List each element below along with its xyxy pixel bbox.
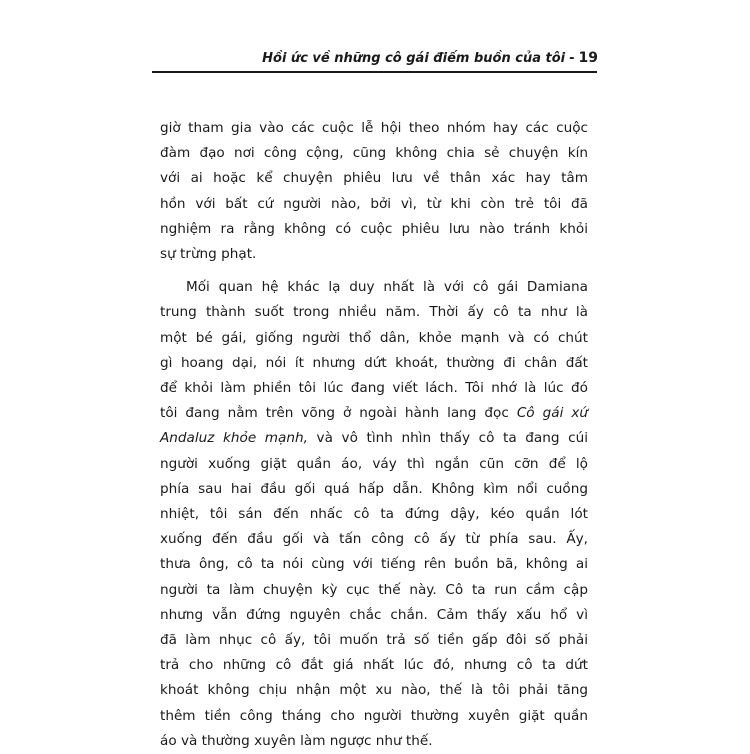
text-line: hồn với bất cứ người nào, bởi vì, từ khi còn trẻ tôi đã [160,195,588,212]
text-line: khoát không chịu nhận một xu nào, thế là tôi phải tăng [160,682,588,699]
header-separator: - [569,51,575,66]
running-title: Hồi ức về những cô gái điếm buồn của tôi [262,51,566,66]
text-line: đã làm nhục cô ấy, tôi muốn trả số tiền gấp đôi số phải [160,632,588,649]
page-number: 19 [578,50,598,66]
text-segment: và vô tình nhìn thấy cô ta đang cúi [307,430,588,447]
body-text [160,116,588,754]
text-line: người xuống giặt quần áo, váy thì ngắn cũn cỡn để lộ [160,455,588,472]
text-line: trả cho những cô đắt giá nhất lúc đó, nhưng cô ta dứt [160,657,588,674]
text-line: để khỏi làm phiền tôi lúc đang viết lách. Tôi nhớ là lúc đó [160,380,588,397]
book-title-italic: Cô gái xứ [516,405,588,422]
text-line-with-italic [160,426,588,451]
text-line: giờ tham gia vào các cuộc lễ hội theo nhóm hay các cuộc [160,120,588,136]
book-title-italic: Andaluz khỏe mạnh, [160,430,308,447]
text-line: nhưng vẫn đứng nguyên chắc chắn. Cảm thấy xấu hổ vì [160,606,588,623]
running-header [262,50,598,66]
text-segment: tôi đang nằm trên võng ở ngoài hành lang đọc [160,405,517,422]
text-line: áo và thường xuyên làm ngược như thế. [160,732,433,749]
text-line: nhiệt, tôi sán đến nhấc cô ta đứng dậy, kéo quần lót [160,506,588,523]
text-line: sự trừng phạt. [160,246,257,263]
text-line: nghiệm ra rằng không có cuộc phiêu lưu nào tránh khỏi [160,220,588,237]
text-line: Mối quan hệ khác lạ duy nhất là với cô gái Damiana [186,279,588,296]
text-line: với ai hoặc kể chuyện phiêu lưu về thân xác hay tâm [160,170,588,187]
text-line: xuống đến đầu gối và tấn công cô ấy từ phía sau. Ấy, [160,531,588,548]
text-line: người ta làm chuyện kỳ cục thế này. Cô ta run cầm cập [160,581,588,598]
text-line-with-italic [160,401,588,426]
text-line: thêm tiền công tháng cho người thường xuyên giặt quần [160,707,588,724]
text-line: đàm đạo nơi công cộng, cũng không chia sẻ chuyện kín [160,145,588,162]
text-line: một bé gái, giống người thổ dân, khỏe mạnh và có chút [160,329,588,346]
paragraph-2 [160,275,588,754]
text-line: trung thành suốt trong nhiều năm. Thời ấy cô ta như là [160,304,588,321]
paragraph-1 [160,116,588,267]
header-rule [152,71,597,73]
text-line: phía sau hai đầu gối quá hấp dẫn. Không kìm nổi cuồng [160,480,588,497]
text-line: thưa ông, cô ta nói cùng với tiếng rên buồn bã, không ai [160,556,588,573]
text-line: gì hoang dại, nói ít nhưng dứt khoát, thường đi chân đất [160,354,588,371]
